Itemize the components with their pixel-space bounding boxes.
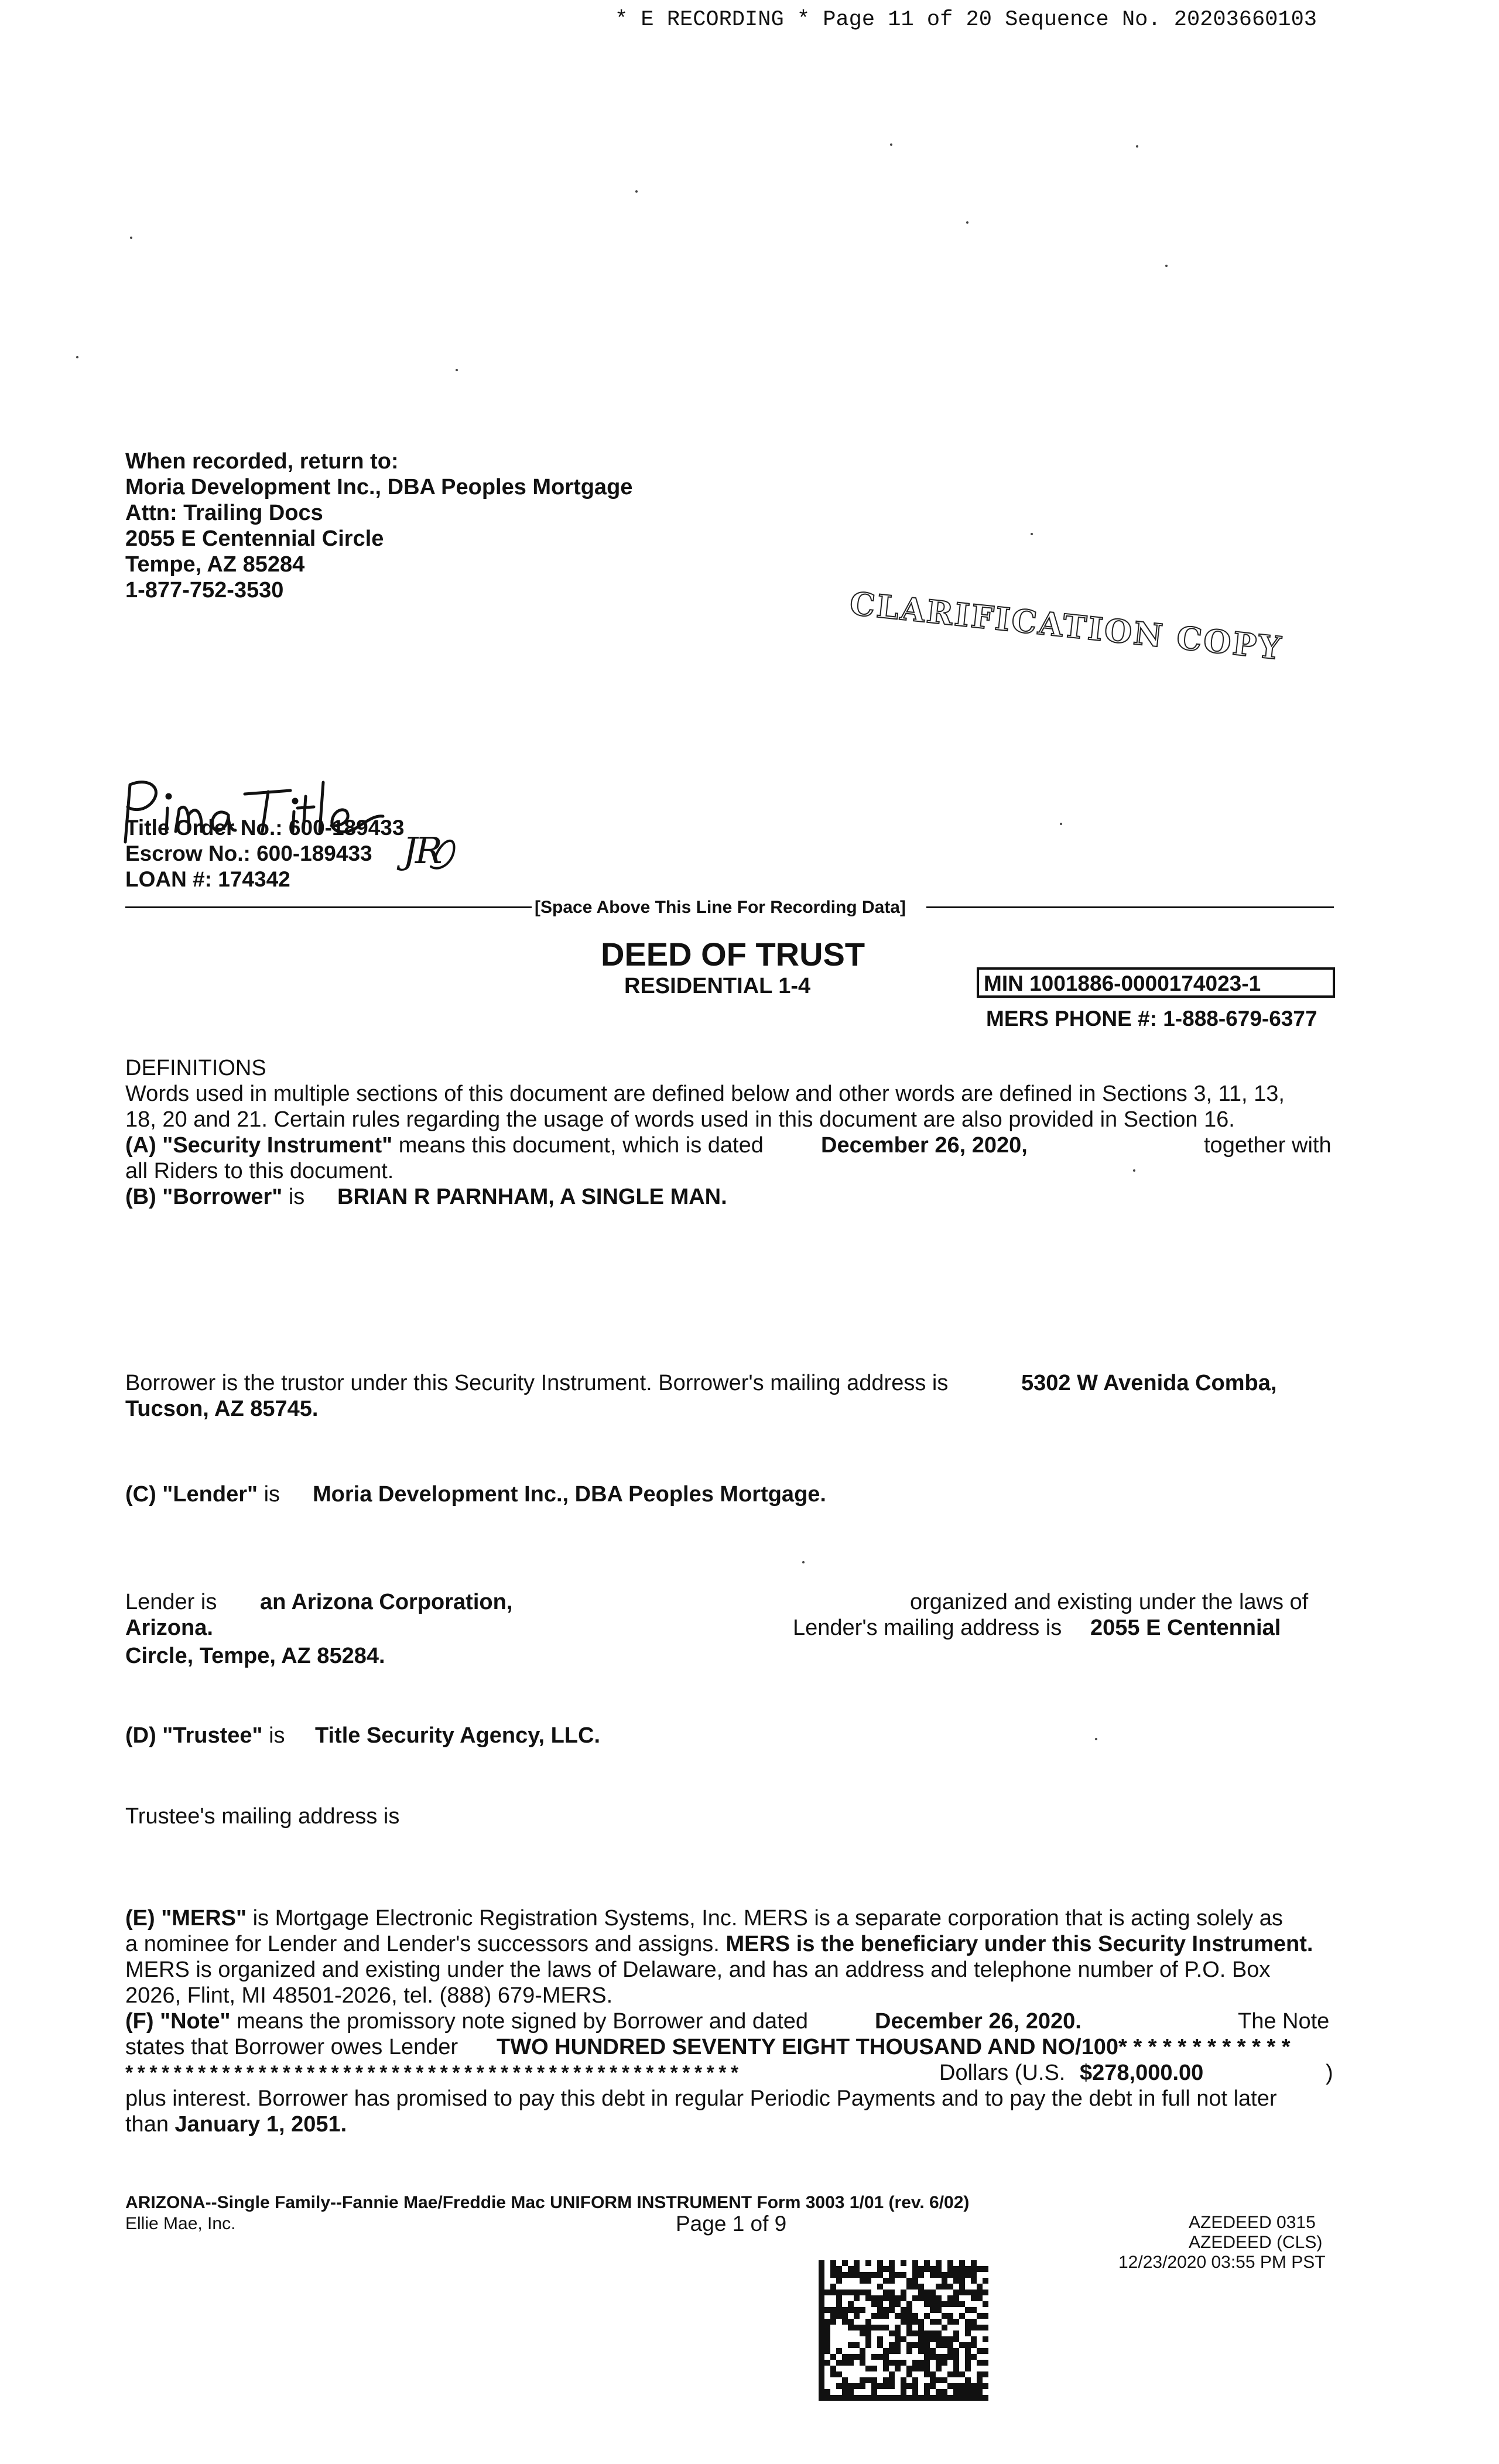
lender-mailing-line1: 2055 E Centennial <box>1090 1616 1281 1640</box>
lender-name: Moria Development Inc., DBA Peoples Mortgage. <box>313 1482 826 1507</box>
definition-c-is: is <box>258 1482 280 1507</box>
definition-d-label: (D) "Trustee" <box>125 1723 263 1748</box>
scan-speck <box>1165 265 1168 267</box>
definition-f-label: (F) "Note" <box>125 2009 231 2034</box>
lender-organized-text: organized and existing under the laws of <box>910 1590 1309 1614</box>
definition-a-line2: all Riders to this document. <box>125 1159 394 1183</box>
loan-number: LOAN #: 174342 <box>125 867 290 891</box>
return-to-street: 2055 E Centennial Circle <box>125 526 384 551</box>
definition-f-line5a: than <box>125 2112 169 2137</box>
definition-e-line2a: a nominee for Lender and Lender's successors and assigns. <box>125 1932 726 1956</box>
borrower-address-line1: 5302 W Avenida Comba, <box>1021 1371 1277 1395</box>
return-to-attn: Attn: Trailing Docs <box>125 501 323 525</box>
scan-speck <box>890 143 892 146</box>
definition-c-label: (C) "Lender" <box>125 1482 258 1507</box>
definition-d <box>125 1723 285 1748</box>
handwritten-initials: JR <box>403 829 440 872</box>
definitions-heading: DEFINITIONS <box>125 1056 266 1080</box>
definition-e-line3: MERS is organized and existing under the laws of Delaware, and has an address and telephone number of P.O. Box <box>125 1957 1271 1982</box>
return-to-label: When recorded, return to: <box>125 449 399 474</box>
definition-f-line4: plus interest. Borrower has promised to pay this debt in regular Periodic Payments and to pay the debt in full not later <box>125 2086 1277 2111</box>
definition-f-text: means the promissory note signed by Borrower and dated <box>230 2009 808 2034</box>
recording-space-label: [Space Above This Line For Recording Data] <box>535 898 906 917</box>
footer-code1: AZEDEED 0315 <box>1189 2213 1316 2232</box>
note-dollars-label: Dollars (U.S. <box>939 2061 1066 2085</box>
definition-a-text: means this document, which is dated <box>392 1133 764 1158</box>
trustee-name: Title Security Agency, LLC. <box>315 1723 601 1748</box>
definitions-intro-line1: Words used in multiple sections of this document are defined below and other words are defined in Sections 3, 11, 13, <box>125 1082 1285 1106</box>
scan-speck <box>635 190 638 193</box>
lender-mailing-line2: Circle, Tempe, AZ 85284. <box>125 1644 385 1668</box>
scan-speck <box>1060 823 1062 825</box>
definition-f-line5 <box>125 2111 347 2137</box>
footer-form-id: ARIZONA--Single Family--Fannie Mae/Freddie Mac UNIFORM INSTRUMENT Form 3003 1/01 (rev. 6/02) <box>125 2193 970 2212</box>
footer-code2: AZEDEED (CLS) <box>1189 2233 1323 2252</box>
definition-f-tail: The Note <box>1238 2009 1330 2034</box>
definition-c <box>125 1481 280 1507</box>
note-amount: $278,000.00 <box>1080 2061 1204 2085</box>
scan-speck <box>966 221 968 224</box>
definition-e <box>125 1905 1283 1931</box>
note-amount-words: TWO HUNDRED SEVENTY EIGHT THOUSAND AND NO/100* * * * * * * * * * * * <box>497 2035 1291 2059</box>
definition-e-line4: 2026, Flint, MI 48501-2026, tel. (888) 679-MERS. <box>125 1983 613 2008</box>
min-number: MIN 1001886-0000174023-1 <box>984 971 1261 995</box>
lender-state: Arizona. <box>125 1616 213 1640</box>
footer-page-number: Page 1 of 9 <box>676 2212 787 2236</box>
escrow-number: Escrow No.: 600-189433 <box>125 841 372 865</box>
scan-speck <box>130 237 132 239</box>
recording-line-right <box>926 906 1334 908</box>
trustee-address-label: Trustee's mailing address is <box>125 1804 400 1829</box>
definition-b-label: (B) "Borrower" <box>125 1185 283 1209</box>
maturity-date: January 1, 2051. <box>174 2112 347 2137</box>
return-to-phone: 1-877-752-3530 <box>125 578 284 603</box>
document-subtitle: RESIDENTIAL 1-4 <box>624 974 811 998</box>
return-to-city: Tempe, AZ 85284 <box>125 552 305 577</box>
definition-e-label: (E) "MERS" <box>125 1906 247 1931</box>
scan-speck <box>1136 145 1138 148</box>
scan-speck <box>1133 1169 1135 1172</box>
definition-a-tail: together with <box>1204 1133 1332 1158</box>
definition-e-line1: is Mortgage Electronic Registration Systems, Inc. MERS is a separate corporation that is acting solely as <box>247 1906 1283 1931</box>
lender-type: an Arizona Corporation, <box>260 1590 513 1614</box>
recording-header: * E RECORDING * Page 11 of 20 Sequence No. 20203660103 <box>615 8 1317 32</box>
scan-speck <box>456 369 458 371</box>
definition-e-line2b: MERS is the beneficiary under this Security Instrument. <box>725 1932 1313 1956</box>
mers-phone: MERS PHONE #: 1-888-679-6377 <box>986 1007 1317 1031</box>
lender-is-label: Lender is <box>125 1590 217 1614</box>
return-to-name: Moria Development Inc., DBA Peoples Mortgage <box>125 475 633 499</box>
borrower-address-text: Borrower is the trustor under this Security Instrument. Borrower's mailing address is <box>125 1371 949 1395</box>
scan-speck <box>1095 1738 1097 1740</box>
footer-timestamp: 12/23/2020 03:55 PM PST <box>1118 2253 1326 2272</box>
note-date: December 26, 2020. <box>875 2009 1082 2034</box>
security-instrument-date: December 26, 2020, <box>821 1133 1028 1158</box>
recording-line-left <box>125 906 532 908</box>
note-amount-close: ) <box>1326 2061 1333 2085</box>
scan-speck <box>76 356 78 358</box>
definition-f <box>125 2008 808 2034</box>
definition-b-is: is <box>282 1185 305 1209</box>
lender-mailing-text: Lender's mailing address is <box>793 1616 1062 1640</box>
definitions-intro-line2: 18, 20 and 21. Certain rules regarding the usage of words used in this document are also provided in Section 16. <box>125 1107 1235 1132</box>
borrower-address-line2: Tucson, AZ 85745. <box>125 1397 319 1421</box>
definition-d-is: is <box>262 1723 285 1748</box>
clarification-copy-stamp: CLARIFICATION COPY <box>848 584 1285 668</box>
scan-speck <box>1031 533 1033 535</box>
borrower-name: BRIAN R PARNHAM, A SINGLE MAN. <box>337 1185 727 1209</box>
note-amount-stars: * * * * * * * * * * * * * * * * * * * * * * * * * * * * * * * * * * * * * * * * * * * * * * * * * * * <box>125 2062 738 2084</box>
title-order-number: Title Order No.: 600-189433 <box>125 816 405 840</box>
definition-b <box>125 1184 304 1210</box>
definition-a <box>125 1132 764 1158</box>
definition-f-line2a: states that Borrower owes Lender <box>125 2035 458 2059</box>
footer-vendor: Ellie Mae, Inc. <box>125 2214 236 2233</box>
definition-e-line2 <box>125 1931 1313 1957</box>
min-box <box>977 967 1335 998</box>
scan-speck <box>802 1561 805 1563</box>
document-title: DEED OF TRUST <box>601 936 865 973</box>
document-barcode <box>819 2260 988 2401</box>
definition-a-label: (A) "Security Instrument" <box>125 1133 393 1158</box>
